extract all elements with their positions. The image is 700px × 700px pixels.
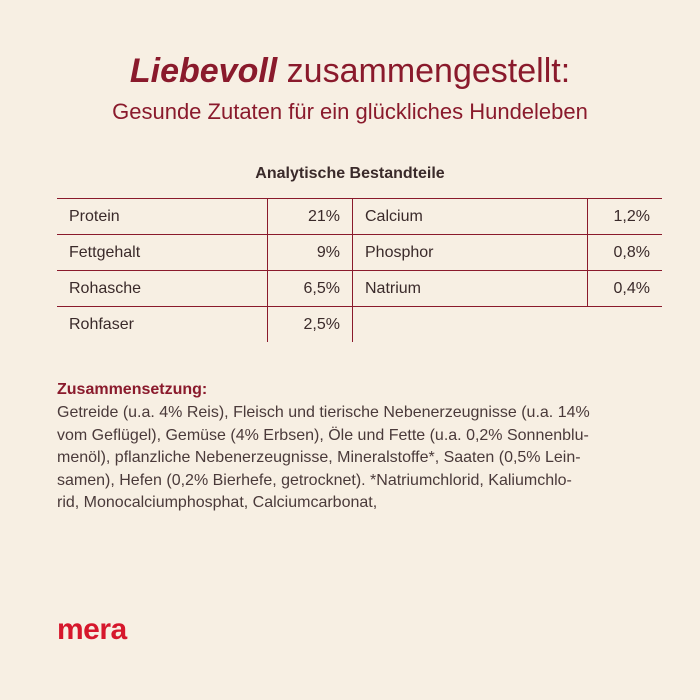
composition-line: samen), Hefen (0,2% Bierhefe, getrocknet). *Natriumchlorid, Kaliumchlo- bbox=[57, 471, 572, 489]
nutrient-value: 1,2% bbox=[588, 199, 663, 235]
nutrient-name bbox=[353, 307, 588, 343]
composition-line: menöl), pflanzliche Nebenerzeugnisse, Mineralstoffe*, Saaten (0,5% Lein- bbox=[57, 449, 581, 466]
table-row bbox=[57, 235, 662, 271]
nutrient-value: 9% bbox=[268, 235, 353, 271]
composition-heading: Zusammensetzung: bbox=[57, 381, 208, 398]
nutrient-name: Rohfaser bbox=[69, 315, 134, 333]
table-row bbox=[57, 271, 662, 307]
nutrient-value: 2,5% bbox=[268, 307, 353, 343]
nutrient-name: Protein bbox=[57, 199, 268, 235]
nutrient-name: Natrium bbox=[353, 271, 588, 307]
nutrient-name: Fettgehalt bbox=[57, 235, 268, 271]
nutrient-name: Calcium bbox=[353, 199, 588, 235]
nutrient-value bbox=[588, 307, 663, 343]
headline-rest: zusammengestellt: bbox=[277, 52, 571, 90]
table-row bbox=[57, 307, 662, 343]
nutrient-name: Phosphor bbox=[353, 235, 588, 271]
composition-text bbox=[57, 402, 647, 515]
analysis-table-title: Analytische Bestandteile bbox=[255, 165, 445, 182]
nutrient-value: 0,4% bbox=[588, 271, 663, 307]
composition-line: rid, Monocalciumphosphat, Calciumcarbonat, bbox=[57, 494, 378, 511]
subtitle: Gesunde Zutaten für ein glückliches Hundeleben bbox=[112, 99, 588, 124]
analysis-table bbox=[57, 198, 662, 342]
nutrient-value: 6,5% bbox=[268, 271, 353, 307]
composition-line: Getreide (u.a. 4% Reis), Fleisch und tierische Nebenerzeugnisse (u.a. 14% bbox=[57, 404, 590, 421]
nutrient-value: 0,8% bbox=[588, 235, 663, 271]
composition-line: vom Geflügel), Gemüse (4% Erbsen), Öle und Fette (u.a. 0,2% Sonnenblu- bbox=[57, 426, 589, 444]
nutrient-name: Rohasche bbox=[57, 271, 268, 307]
table-row bbox=[57, 199, 662, 235]
headline bbox=[0, 52, 700, 91]
headline-accent: Liebevoll bbox=[129, 52, 278, 90]
nutrient-value: 21% bbox=[268, 199, 353, 235]
brand-logo: mera bbox=[57, 613, 127, 646]
